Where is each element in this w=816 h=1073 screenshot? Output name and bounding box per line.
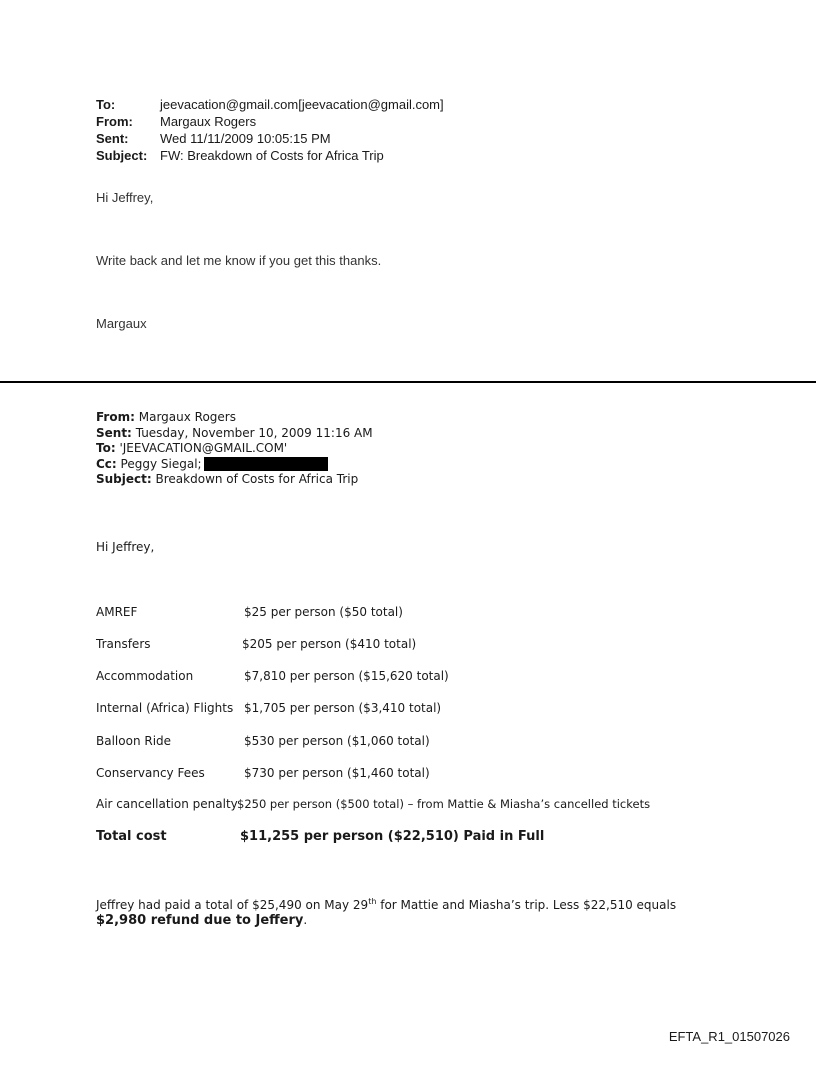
header-label: From:: [96, 410, 135, 424]
email2-subject-row: [96, 472, 373, 488]
refund-amount: $2,980 refund due to Jeffery: [96, 913, 304, 928]
ordinal-suffix: th: [368, 897, 377, 906]
refund-end: .: [303, 913, 308, 927]
header-value: Margaux Rogers: [138, 410, 236, 424]
header-value: Breakdown of Costs for Africa Trip: [155, 472, 359, 486]
redaction-box: [204, 457, 328, 471]
header-label: From:: [96, 114, 133, 129]
cost-item: Conservancy Fees: [96, 766, 205, 780]
header-label: Sent:: [96, 131, 129, 146]
cost-amount: $730 per person ($1,460 total): [244, 766, 430, 780]
email1-signature: Margaux: [96, 316, 147, 331]
cost-amount: $7,810 per person ($15,620 total): [244, 669, 449, 683]
email1-header: [96, 96, 444, 164]
header-value: jeevacation@gmail.com[jeevacation@gmail.com]: [160, 97, 444, 112]
email2-greeting: Hi Jeffrey,: [96, 540, 155, 554]
header-label: Subject:: [96, 148, 148, 163]
cost-amount: $530 per person ($1,060 total): [244, 734, 430, 748]
summary-text: for Mattie and Miasha’s trip. Less $22,510 equals: [376, 898, 677, 912]
summary-text: Jeffrey had paid a total of $25,490 on May 29: [96, 898, 369, 912]
cost-amount: $25 per person ($50 total): [244, 605, 403, 619]
separator-line: [0, 381, 816, 383]
email2-header: [96, 410, 373, 488]
header-value: 'JEEVACATION@GMAIL.COM': [119, 441, 288, 455]
email2-cc-row: [96, 457, 373, 473]
header-value: Wed 11/11/2009 10:05:15 PM: [160, 131, 331, 146]
cost-amount: $205 per person ($410 total): [242, 637, 417, 651]
header-label: Subject:: [96, 472, 152, 486]
header-value: FW: Breakdown of Costs for Africa Trip: [160, 148, 384, 163]
email1-body: Write back and let me know if you get this thanks.: [96, 253, 382, 268]
header-label: To:: [96, 441, 116, 455]
total-label: Total cost: [96, 829, 167, 844]
cost-item: AMREF: [96, 605, 138, 619]
email2-to-row: [96, 441, 373, 457]
header-label: Sent:: [96, 425, 132, 440]
cost-amount: $250 per person ($500 total) – from Mattie & Miasha’s cancelled tickets: [237, 797, 651, 811]
email1-sent-row: [96, 130, 444, 147]
document-id: EFTA_R1_01507026: [668, 1029, 790, 1044]
email1-subject-row: [96, 147, 444, 164]
email1-greeting: Hi Jeffrey,: [96, 190, 154, 205]
email1-from-row: [96, 113, 444, 130]
summary-paragraph: [96, 894, 736, 928]
email1-to-row: [96, 96, 444, 113]
email2-sent-row: [96, 426, 373, 442]
header-label: To:: [96, 97, 116, 112]
cost-item: Balloon Ride: [96, 734, 172, 748]
header-value: Tuesday, November 10, 2009 11:16 AM: [135, 425, 373, 440]
header-label: Cc:: [96, 456, 117, 471]
total-value: $11,255 per person ($22,510) Paid in Full: [240, 829, 545, 844]
header-value: Margaux Rogers: [160, 114, 257, 129]
cost-item: Air cancellation penalty: [96, 797, 238, 811]
cost-item: Transfers: [96, 637, 151, 651]
header-value: Peggy Siegal;: [120, 456, 202, 471]
email2-from-row: [96, 410, 373, 426]
cost-item: Accommodation: [96, 669, 194, 683]
cost-amount: $1,705 per person ($3,410 total): [244, 701, 442, 715]
cost-item: Internal (Africa) Flights: [96, 701, 234, 715]
